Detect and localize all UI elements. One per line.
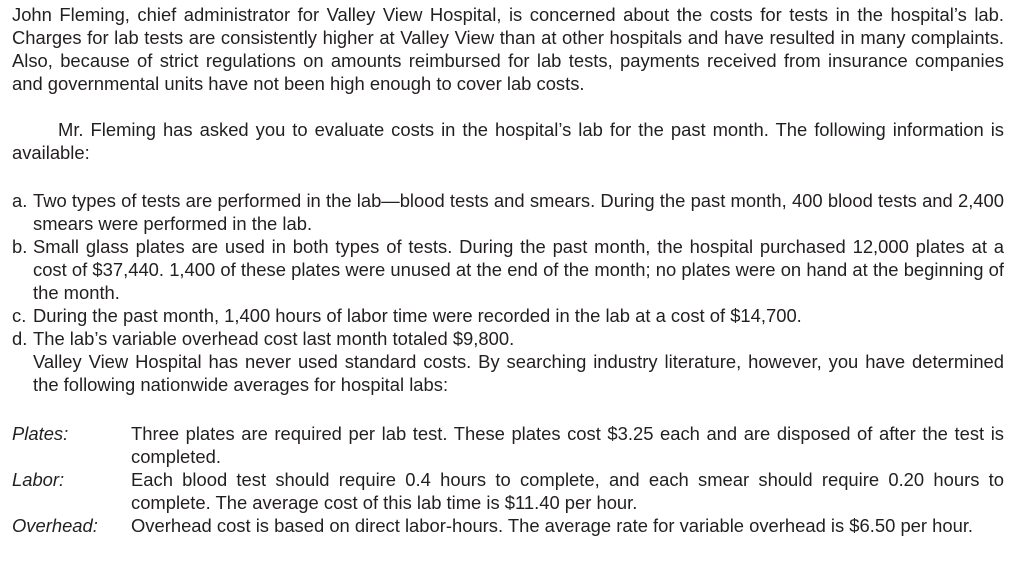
standards-list bbox=[12, 422, 1004, 537]
item-label: d. bbox=[12, 328, 28, 349]
standard-term: Plates: bbox=[12, 423, 69, 444]
item-label: a. bbox=[12, 190, 28, 211]
list-item bbox=[12, 327, 1004, 350]
item-label: c. bbox=[12, 305, 27, 326]
item-text: The lab’s variable overhead cost last month totaled $9,800. bbox=[33, 328, 515, 349]
item-text: Two types of tests are performed in the lab—blood tests and smears. During the past month, 400 blood tests and 2,400 smears were performed in the lab. bbox=[33, 190, 1004, 234]
standard-text: Each blood test should require 0.4 hours to complete, and each smear should require 0.20 hours to complete. The average cost of this lab time is $11.40 per hour. bbox=[131, 469, 1004, 513]
standards-intro: Valley View Hospital has never used standard costs. By searching industry literature, however, you have determined the following nationwide averages for hospital labs: bbox=[33, 351, 1004, 395]
standard-entry bbox=[12, 468, 1004, 514]
standard-text: Three plates are required per lab test. These plates cost $3.25 each and are disposed of after the test is completed. bbox=[131, 423, 1004, 467]
item-text: During the past month, 1,400 hours of labor time were recorded in the lab at a cost of $14,700. bbox=[33, 305, 802, 326]
information-list bbox=[12, 189, 1004, 396]
item-text: Small glass plates are used in both types of tests. During the past month, the hospital purchased 12,000 plates at a cost of $37,440. 1,400 of these plates were unused at the end of the month; no plates were on hand at the beginning of the month. bbox=[33, 236, 1004, 303]
intro-paragraph: John Fleming, chief administrator for Valley View Hospital, is concerned about the costs for tests in the hospital’s lab. Charges for lab tests are consistently higher at Valley View than at other hospitals and have resulted in many complaints. Also, because of strict regulations on amounts reimbursed for lab tests, payments received from insurance companies and governmental units have not been high enough to cover lab costs. bbox=[12, 4, 1004, 94]
list-item bbox=[12, 235, 1004, 304]
standard-entry bbox=[12, 422, 1004, 468]
standard-term: Labor: bbox=[12, 469, 65, 490]
request-paragraph: Mr. Fleming has asked you to evaluate costs in the hospital’s lab for the past month. The following information is available: bbox=[12, 119, 1004, 163]
standard-term: Overhead: bbox=[12, 515, 98, 536]
list-item bbox=[12, 304, 1004, 327]
list-item bbox=[12, 189, 1004, 235]
standard-entry bbox=[12, 514, 1004, 537]
standard-text: Overhead cost is based on direct labor-hours. The average rate for variable overhead is $6.50 per hour. bbox=[131, 515, 974, 536]
item-label: b. bbox=[12, 236, 28, 257]
